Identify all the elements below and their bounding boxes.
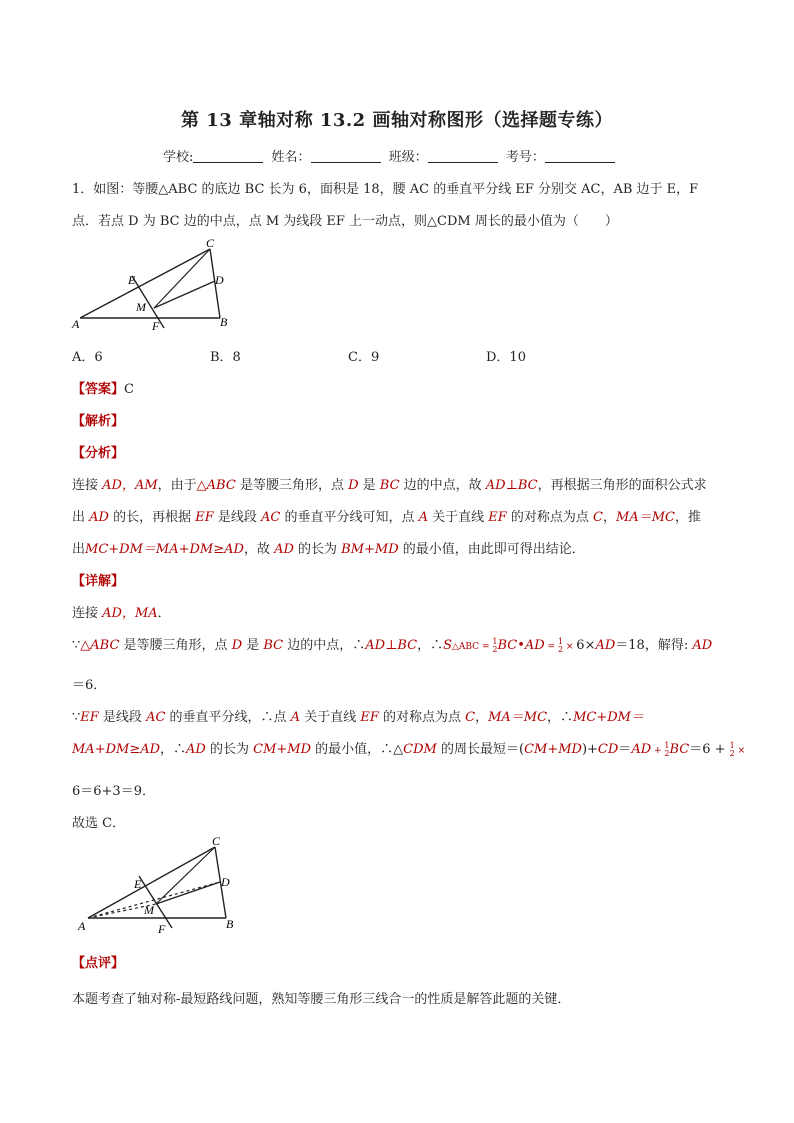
label-f: F (152, 319, 160, 333)
number-label: 考号： (505, 150, 545, 165)
label-d: D (221, 875, 230, 889)
question-line-1: 1．如图：等腰△ABC 的底边 BC 长为 6，面积是 18，腰 AC 的垂直平分线 EF 分别交 AC，AB 边于 E，F (72, 182, 699, 197)
label-m: M (144, 903, 154, 917)
xiangjie-line-7: 故选 C． (72, 816, 126, 831)
student-info-line (163, 146, 619, 165)
answer-line (72, 378, 134, 397)
fenxi-line-3: 出MC+DM＝MA+DM≥AD，故 AD 的长为 BM+MD 的最小值，由此即可得出结论． (72, 542, 585, 557)
xiangjie-line-4: ∵EF 是线段 AC 的垂直平分线，∴点 A 关于直线 EF 的对称点为点 C，MA＝MC，∴MC+DM＝ (72, 710, 644, 725)
fenxi-line-2: 出 AD 的长，再根据 EF 是线段 AC 的垂直平分线可知，点 A 关于直线 EF 的对称点为点 C，MA＝MC，推 (72, 510, 701, 525)
label-m: M (136, 300, 146, 314)
label-e: E (128, 273, 136, 287)
label-b: B (226, 917, 234, 931)
class-label: 班级： (388, 150, 428, 165)
xiangjie-label: 【详解】 (72, 574, 125, 589)
dianping-text: 本题考查了轴对称-最短路线问题，熟知等腰三角形三线合一的性质是解答此题的关键． (72, 992, 571, 1007)
question-line-2: 点．若点 D 为 BC 边的中点，点 M 为线段 EF 上一动点，则△CDM 周长的最小值为（ ） (72, 214, 618, 229)
name-blank (311, 150, 381, 163)
fenxi-label: 【分析】 (72, 446, 125, 461)
xiangjie-line-3: ＝6． (72, 678, 107, 693)
number-blank (545, 150, 615, 163)
label-c: C (206, 236, 215, 250)
label-d: D (215, 273, 224, 287)
label-f: F (158, 922, 166, 936)
label-b: B (220, 315, 228, 329)
question-figure (70, 236, 240, 336)
jiexi-label: 【解析】 (72, 414, 125, 429)
solution-figure (72, 836, 242, 936)
page-title: 第 13 章轴对称 13.2 画轴对称图形（选择题专练） (181, 110, 613, 131)
xiangjie-line-5: MA+DM≥AD，∴AD 的长为 CM+MD 的最小值，∴△CDM 的周长最短＝(CM+MD)+CD＝AD + 1 2BC＝6 + 1 2 × (72, 740, 746, 758)
option-c: C．9 (348, 350, 380, 365)
label-a: A (78, 919, 86, 933)
name-label: 姓名： (271, 150, 311, 165)
label-a: A (72, 317, 80, 331)
option-a: A．6 (72, 350, 103, 365)
segment-ef (139, 876, 172, 928)
segment-mc (154, 249, 210, 308)
answer-label: 【答案】 (72, 382, 125, 397)
segment-md (156, 882, 220, 904)
fenxi-line-1: 连接 AD，AM，由于△ABC 是等腰三角形，点 D 是 BC 边的中点，故 AD⊥BC，再根据三角形的面积公式求 (72, 478, 707, 493)
class-blank (428, 150, 498, 163)
school-label: 学校: (163, 150, 194, 165)
answer-value: C (124, 382, 134, 397)
school-blank (193, 150, 263, 163)
xiangjie-line-2: ∵△ABC 是等腰三角形，点 D 是 BC 边的中点，∴AD⊥BC，∴S△ABC = 1 2BC•AD = 1 2 × 6×AD＝18，解得: AD (72, 636, 713, 654)
xiangjie-line-1: 连接 AD，MA． (72, 606, 171, 621)
option-d: D．10 (486, 350, 526, 365)
option-b: B．8 (210, 350, 241, 365)
xiangjie-line-6: 6＝6+3＝9． (72, 784, 155, 799)
dianping-label: 【点评】 (72, 956, 125, 971)
label-e: E (134, 877, 142, 891)
dashed-ad (88, 882, 220, 918)
label-c: C (212, 836, 221, 848)
segment-md (154, 281, 215, 308)
